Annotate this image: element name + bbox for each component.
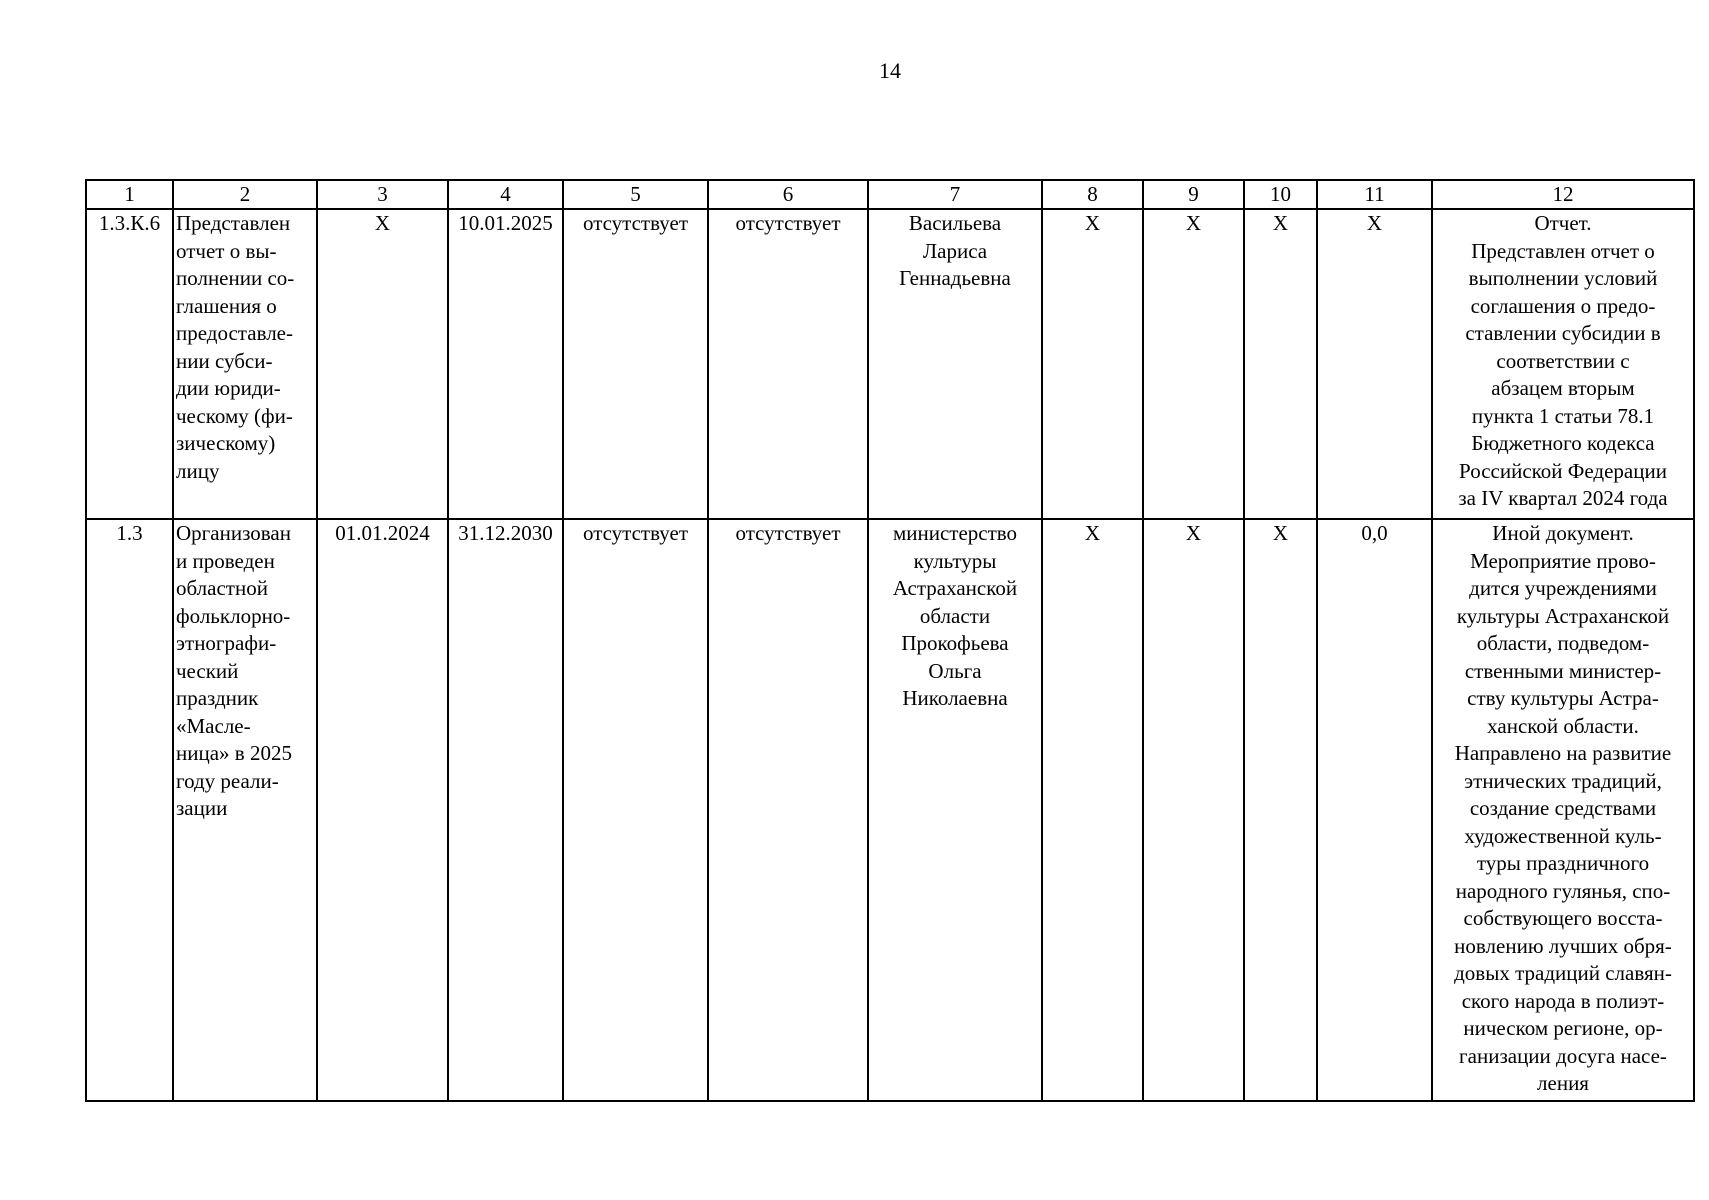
note-line: художественной куль- xyxy=(1464,823,1662,848)
column-header: 1 xyxy=(86,180,173,209)
note-line: области, подведом- xyxy=(1476,631,1650,655)
description-cell xyxy=(173,519,317,1101)
note-line: Бюджетного кодекса xyxy=(1471,431,1655,455)
description-line: лицу xyxy=(176,458,220,483)
column-6-cell: отсутствует xyxy=(708,209,868,519)
note-line: ставлении субсидии в xyxy=(1465,321,1661,345)
description-line: Организован xyxy=(176,521,291,545)
column-header: 12 xyxy=(1432,180,1694,209)
note-line: народного гулянья, спо- xyxy=(1455,878,1671,903)
description-line: зации xyxy=(176,796,228,820)
row-number-cell: 1.3 xyxy=(86,519,173,1101)
note-line: ханской области. xyxy=(1487,713,1639,738)
note-line: ническом регионе, ор- xyxy=(1463,1016,1663,1040)
column-header: 9 xyxy=(1143,180,1244,209)
column-6-cell: отсутствует xyxy=(708,519,868,1101)
description-line: отчет о вы- xyxy=(176,238,277,263)
responsible-line: Васильева xyxy=(908,211,1002,235)
note-line: Направлено на развитие xyxy=(1454,741,1672,765)
note-line: абзацем вторым xyxy=(1491,376,1635,400)
note-line: соответствии с xyxy=(1496,348,1630,373)
column-header: 5 xyxy=(563,180,708,209)
note-line: Мероприятие прово- xyxy=(1470,548,1656,573)
description-line: глашения о xyxy=(176,293,277,318)
note-line: туры праздничного xyxy=(1476,851,1650,875)
description-line: полнении со- xyxy=(176,266,295,290)
column-8-cell: Х xyxy=(1042,209,1143,519)
responsible-cell xyxy=(868,209,1042,519)
page-number: 14 xyxy=(879,58,901,83)
column-9-cell: Х xyxy=(1143,519,1244,1101)
note-line: соглашения о предо- xyxy=(1470,293,1656,318)
description-cell xyxy=(173,209,317,519)
note-line: Представлен отчет о xyxy=(1471,238,1655,263)
note-line: ления xyxy=(1537,1071,1589,1095)
column-header: 8 xyxy=(1042,180,1143,209)
header-row xyxy=(86,180,1694,209)
responsible-line: культуры xyxy=(913,548,997,573)
responsible-line: Прокофьева xyxy=(901,631,1009,655)
column-header: 7 xyxy=(868,180,1042,209)
description-line: Представлен xyxy=(176,211,291,235)
description-line: праздник xyxy=(176,686,259,710)
note-line: этнических традиций, xyxy=(1464,768,1662,793)
description-line: зическому) xyxy=(176,431,276,455)
row-number-cell: 1.3.К.6 xyxy=(86,209,173,519)
column-5-cell: отсутствует xyxy=(563,209,708,519)
description-line: фольклорно- xyxy=(176,603,291,628)
description-line: году реали- xyxy=(176,768,279,793)
end-date-cell: 10.01.2025 xyxy=(448,209,563,519)
description-line: «Масле- xyxy=(176,713,251,738)
end-date-cell: 31.12.2030 xyxy=(448,519,563,1101)
note-line: культуры Астраханской xyxy=(1456,603,1670,628)
description-line: дии юриди- xyxy=(176,376,281,400)
note-line: Российской Федерации xyxy=(1459,458,1667,483)
responsible-line: Николаевна xyxy=(902,686,1008,710)
column-10-cell: Х xyxy=(1244,519,1317,1101)
column-header: 11 xyxy=(1317,180,1432,209)
note-line: Отчет. xyxy=(1534,211,1592,235)
note-line: за IV квартал 2024 года xyxy=(1458,486,1668,510)
table-row xyxy=(86,519,1694,1101)
responsible-line: Геннадьевна xyxy=(899,266,1011,290)
report-table xyxy=(85,179,1695,1102)
start-date-cell: Х xyxy=(317,209,448,519)
note-line: ганизации досуга насе- xyxy=(1459,1043,1667,1068)
note-line: Иной документ. xyxy=(1492,521,1634,545)
note-line: пункта 1 статьи 78.1 xyxy=(1471,403,1655,428)
note-line: ству культуры Астра- xyxy=(1467,686,1659,710)
responsible-cell xyxy=(868,519,1042,1101)
column-8-cell: Х xyxy=(1042,519,1143,1101)
responsible-line: Астраханской xyxy=(892,576,1018,600)
note-line: создание средствами xyxy=(1469,796,1657,820)
column-11-cell: Х xyxy=(1317,209,1432,519)
table-row xyxy=(86,209,1694,519)
column-10-cell: Х xyxy=(1244,209,1317,519)
description-line: предоставле- xyxy=(176,321,293,345)
column-header: 2 xyxy=(173,180,317,209)
column-header: 3 xyxy=(317,180,448,209)
description-line: ческий xyxy=(176,658,239,683)
note-line: довых традиций славян- xyxy=(1454,961,1672,985)
responsible-line: Ольга xyxy=(928,658,982,683)
description-line: ница» в 2025 xyxy=(176,741,292,765)
responsible-line: Лариса xyxy=(922,238,988,263)
note-line: собствующего восста- xyxy=(1463,906,1663,930)
description-line: нии субси- xyxy=(176,348,273,373)
note-line: дится учреждениями xyxy=(1469,576,1657,600)
column-11-cell: 0,0 xyxy=(1317,519,1432,1101)
note-cell xyxy=(1432,209,1694,519)
description-line: этнографи- xyxy=(176,631,277,655)
description-line: и проведен xyxy=(176,548,275,573)
description-line: областной xyxy=(176,576,268,600)
description-line: ческому (фи- xyxy=(176,403,293,428)
column-header: 6 xyxy=(708,180,868,209)
responsible-line: министерство xyxy=(892,521,1018,545)
note-line: новлению лучших обря- xyxy=(1454,933,1672,958)
column-header: 4 xyxy=(448,180,563,209)
column-9-cell: Х xyxy=(1143,209,1244,519)
note-cell xyxy=(1432,519,1694,1101)
note-line: выполнении условий xyxy=(1468,266,1658,290)
note-line: ского народа в полиэт- xyxy=(1461,988,1665,1013)
start-date-cell: 01.01.2024 xyxy=(317,519,448,1101)
responsible-line: области xyxy=(919,603,991,628)
column-5-cell: отсутствует xyxy=(563,519,708,1101)
note-line: ственными министер- xyxy=(1464,658,1662,683)
column-header: 10 xyxy=(1244,180,1317,209)
